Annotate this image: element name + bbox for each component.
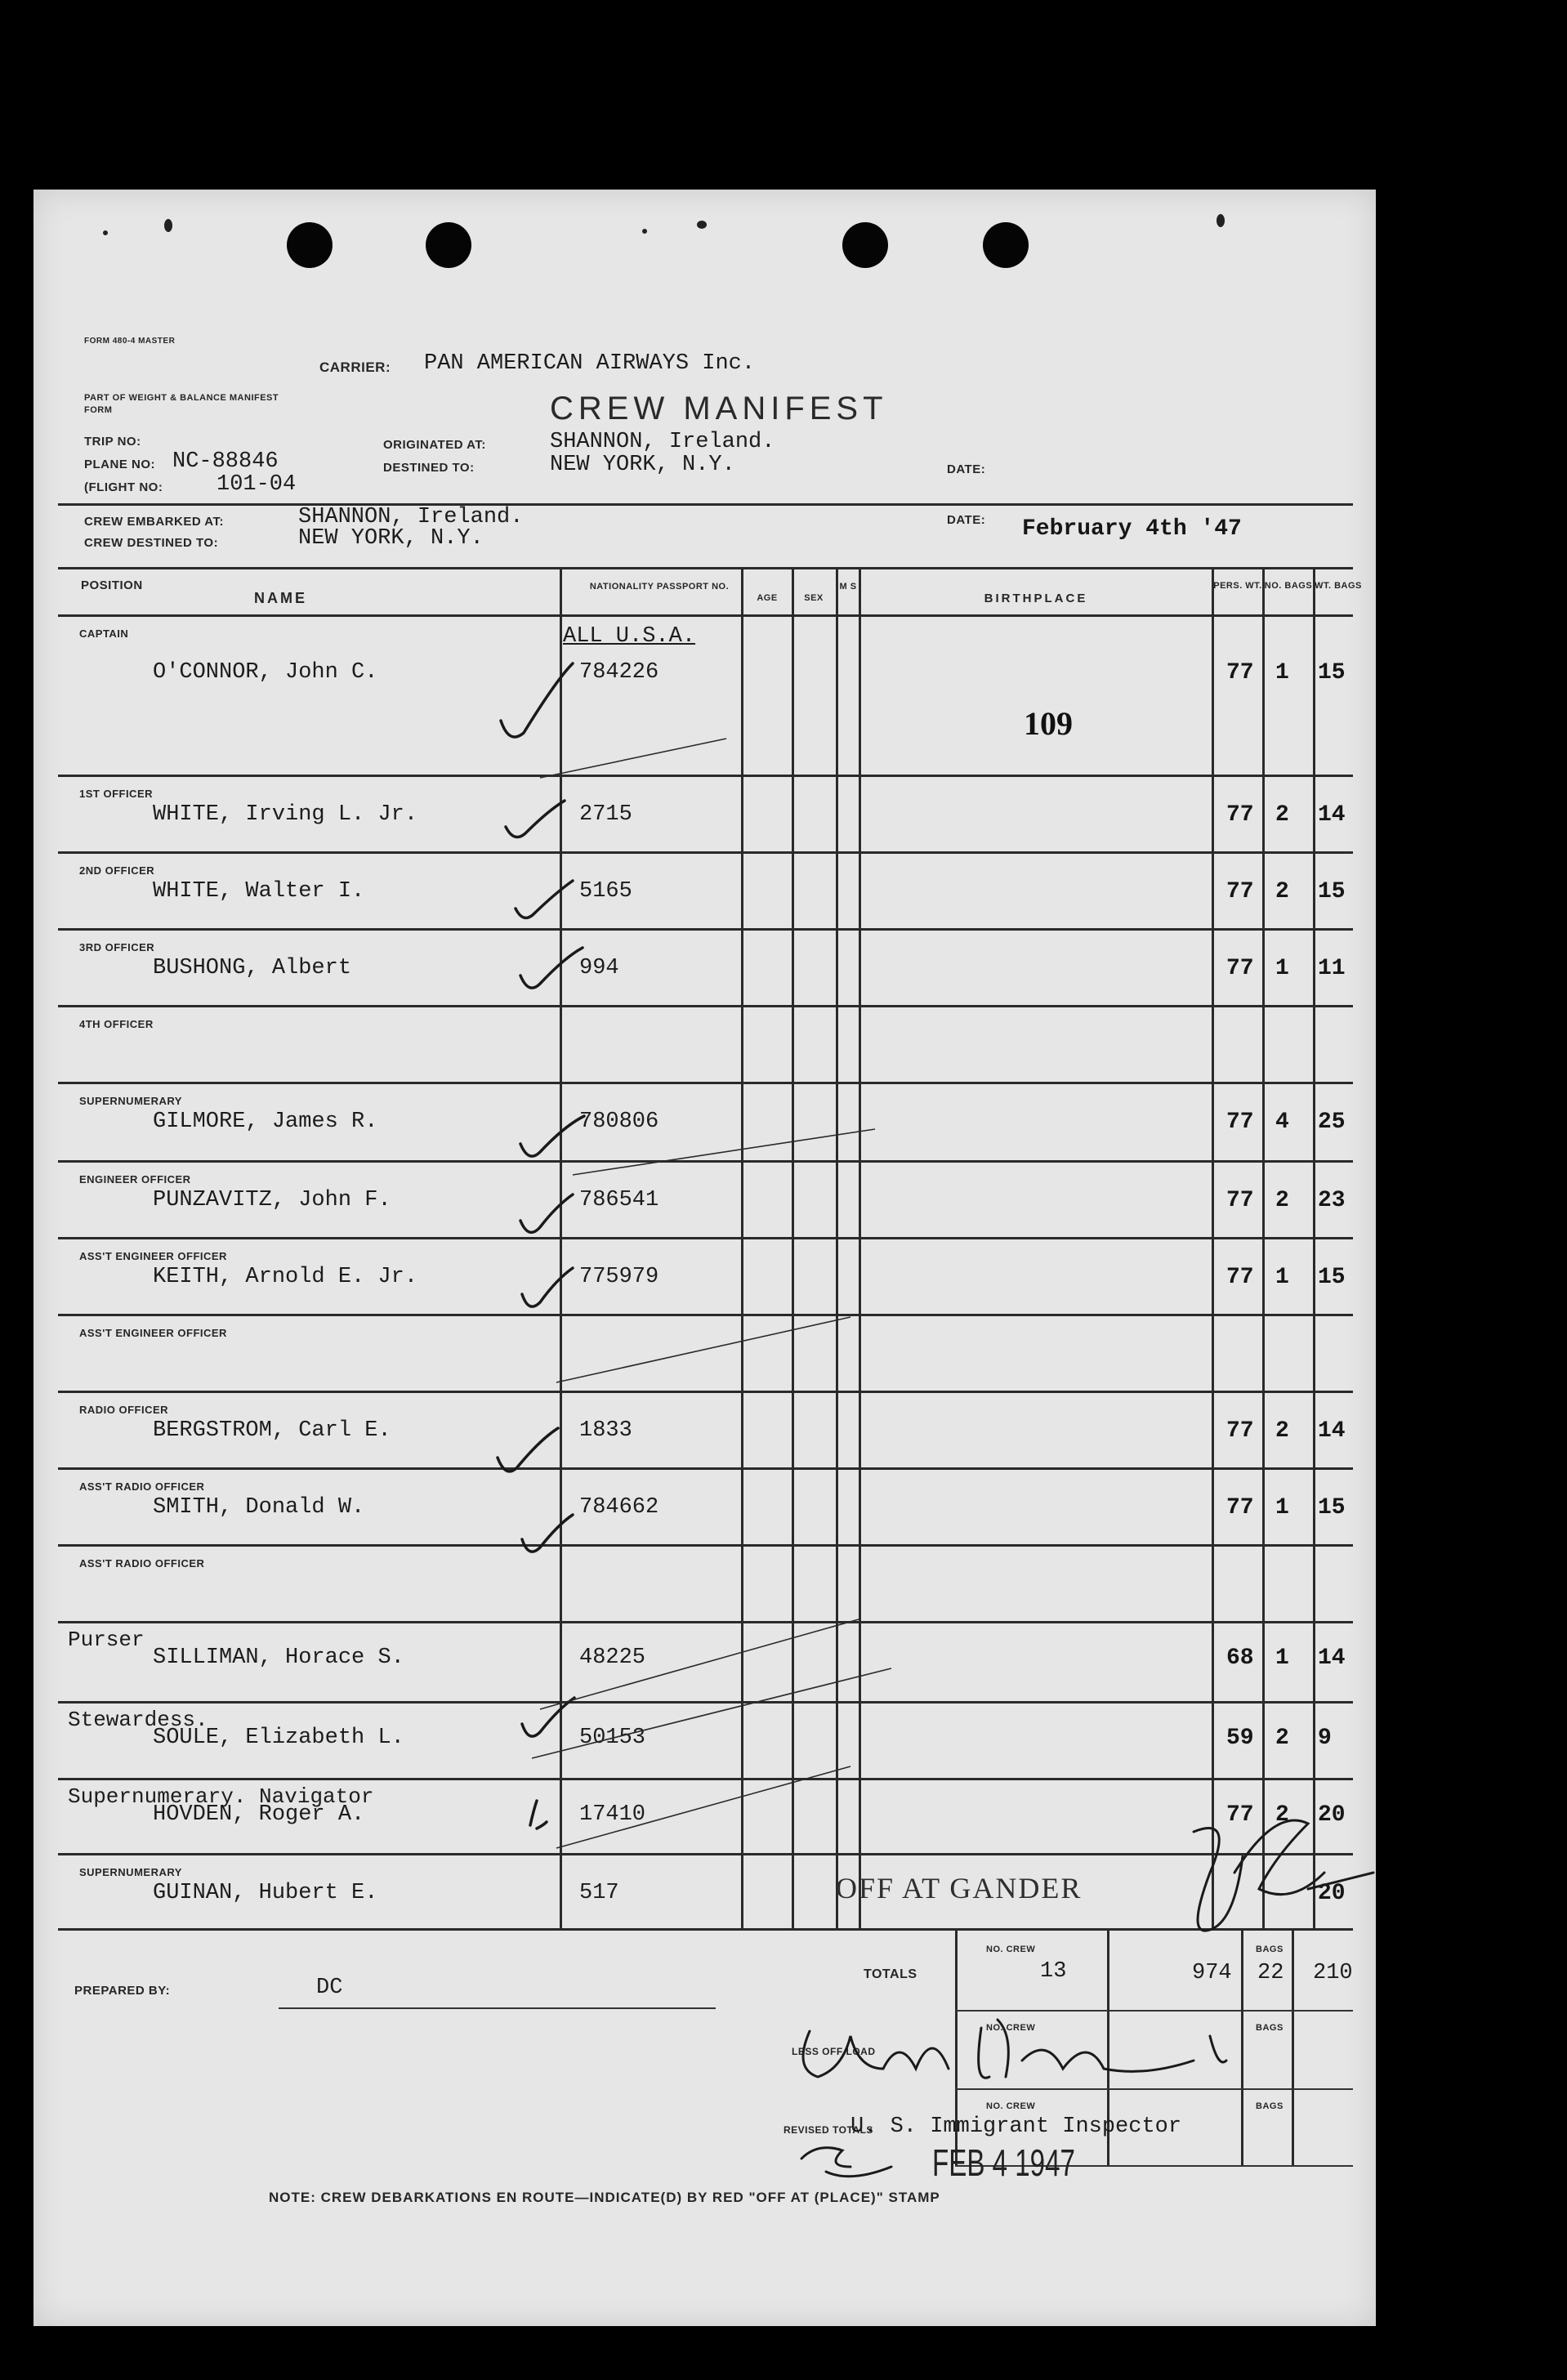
row-no-bags: 1: [1275, 1645, 1289, 1671]
table-row: [33, 1467, 1376, 1544]
row-name: O'CONNOR, John C.: [153, 660, 378, 685]
table-row: [33, 1391, 1376, 1467]
form-number: FORM 480-4 MASTER: [84, 337, 176, 346]
row-no-bags: 1: [1275, 1265, 1289, 1290]
row-position: 3RD OFFICER: [79, 941, 155, 953]
table-row: [33, 1621, 1376, 1698]
totals-bags: 22: [1257, 1961, 1284, 1985]
row-position: 4TH OFFICER: [79, 1018, 154, 1030]
row-name: PUNZAVITZ, John F.: [153, 1188, 391, 1212]
row-position: 2ND OFFICER: [79, 864, 155, 877]
row-pers-wt: 77: [1226, 1495, 1254, 1520]
speck: [697, 221, 707, 229]
row-pers-wt: 59: [1226, 1726, 1254, 1751]
row-passport: 517: [579, 1881, 619, 1905]
row-passport: 784662: [579, 1495, 659, 1520]
totals-pers-wt: 974: [1192, 1961, 1232, 1985]
note: NOTE: CREW DEBARKATIONS EN ROUTE—INDICATE(D) BY RED "OFF AT (PLACE)" STAMP: [269, 2190, 940, 2205]
row-pers-wt: 77: [1226, 802, 1254, 828]
row-name: SMITH, Donald W.: [153, 1495, 365, 1520]
table-row: [33, 1778, 1376, 1855]
row-position: Stewardess.: [68, 1708, 208, 1732]
row-passport: 5165: [579, 879, 632, 904]
header-nationality: NATIONALITY PASSPORT NO.: [589, 582, 730, 592]
plane-value: NC-88846: [172, 449, 279, 474]
row-name: SOULE, Elizabeth L.: [153, 1726, 404, 1750]
row-wt-bags: 9: [1318, 1726, 1332, 1751]
table-row: [33, 1005, 1376, 1082]
page-title: CREW MANIFEST: [550, 391, 888, 426]
row-passport: 786541: [579, 1188, 659, 1212]
table-top-rule: [58, 567, 1353, 569]
row-passport: 17410: [579, 1802, 646, 1827]
row-no-bags: 2: [1275, 1726, 1289, 1751]
row-passport: 50153: [579, 1726, 646, 1750]
destined-value: NEW YORK, N.Y.: [550, 453, 735, 477]
row-pers-wt: 77: [1226, 1265, 1254, 1290]
table-row: [33, 1082, 1376, 1159]
row-position: CAPTAIN: [79, 627, 129, 640]
embarked-value: SHANNON, Ireland.: [298, 505, 524, 529]
row-position: RADIO OFFICER: [79, 1404, 169, 1416]
row-name: GUINAN, Hubert E.: [153, 1881, 378, 1905]
row-pers-wt: 77: [1226, 1188, 1254, 1213]
row-wt-bags: 25: [1318, 1110, 1346, 1135]
row-passport: 784226: [579, 660, 659, 685]
originated-label: ORIGINATED AT:: [383, 438, 486, 452]
table-row: [33, 1701, 1376, 1778]
row-passport: 48225: [579, 1645, 646, 1670]
row-wt-bags: 23: [1318, 1188, 1346, 1213]
row-position: SUPERNUMERARY: [79, 1095, 182, 1107]
header-no-bags: NO. BAGS: [1264, 581, 1313, 591]
revised-totals-label: REVISED TOTALS: [784, 2124, 873, 2136]
totals-bag-wt: 210: [1313, 1961, 1353, 1985]
row-pers-wt: 77: [1226, 1418, 1254, 1444]
punch-hole: [842, 222, 888, 268]
embarked-label: CREW EMBARKED AT:: [84, 515, 224, 529]
row-passport: 775979: [579, 1265, 659, 1289]
table-row: [33, 1314, 1376, 1391]
trip-label: TRIP NO:: [84, 435, 141, 449]
row-name: GILMORE, James R.: [153, 1110, 378, 1134]
flight-value: 101-04: [217, 472, 297, 497]
row-name: BUSHONG, Albert: [153, 956, 352, 980]
prepared-rule: [279, 2007, 716, 2009]
row-position: 1ST OFFICER: [79, 788, 154, 800]
less-no-crew-label: NO. CREW: [986, 2023, 1036, 2033]
date-label: DATE:: [947, 462, 986, 476]
row-wt-bags: 11: [1318, 956, 1346, 981]
row-wt-bags: 15: [1318, 879, 1346, 904]
header-sex: SEX: [804, 593, 824, 603]
row-no-bags: 2: [1275, 879, 1289, 904]
header-age: AGE: [757, 593, 778, 603]
carrier-label: CARRIER:: [319, 359, 391, 375]
destined-label: DESTINED TO:: [383, 461, 475, 475]
row-position: ASS'T ENGINEER OFFICER: [79, 1327, 227, 1339]
row-position: ASS'T RADIO OFFICER: [79, 1480, 205, 1493]
totals-bags-label: BAGS: [1256, 1945, 1284, 1954]
row-no-bags: 2: [1275, 1802, 1289, 1828]
table-row: [33, 1160, 1376, 1237]
speck: [642, 229, 647, 234]
page-number: 109: [1024, 705, 1073, 742]
row-name: BERGSTROM, Carl E.: [153, 1418, 391, 1443]
totals-rule: [955, 2010, 1353, 2012]
originated-value: SHANNON, Ireland.: [550, 430, 775, 454]
row-passport: 994: [579, 956, 619, 980]
table-row: [33, 1853, 1376, 1930]
less-off-load-label: LESS OFF LOAD: [792, 2046, 876, 2057]
row-wt-bags: 20: [1318, 1802, 1346, 1828]
date2-label: DATE:: [947, 513, 986, 527]
less-bags-label: BAGS: [1256, 2023, 1284, 2033]
row-no-bags: 2: [1275, 802, 1289, 828]
row-name: SILLIMAN, Horace S.: [153, 1645, 404, 1670]
totals-rule: [955, 2088, 1353, 2090]
nationality-all-usa: ALL U.S.A.: [563, 624, 696, 649]
row-position: ENGINEER OFFICER: [79, 1173, 191, 1186]
plane-label: PLANE NO:: [84, 458, 155, 471]
header-wt-bags: WT. BAGS: [1315, 581, 1362, 591]
row-pers-wt: 77: [1226, 660, 1254, 685]
prepared-label: PREPARED BY:: [74, 1984, 171, 1998]
totals-rule: [1292, 1928, 1294, 2165]
part-of-label: PART OF WEIGHT & BALANCE MANIFEST FORM: [84, 393, 279, 415]
row-no-bags: 1: [1275, 956, 1289, 981]
revised-bags-label: BAGS: [1256, 2101, 1284, 2111]
table-row: [33, 1544, 1376, 1621]
totals-no-crew: 13: [1040, 1959, 1067, 1984]
revised-no-crew-label: NO. CREW: [986, 2101, 1036, 2111]
row-position: SUPERNUMERARY: [79, 1866, 182, 1878]
header-pers-wt: PERS. WT.: [1213, 581, 1262, 591]
row-name: WHITE, Walter I.: [153, 879, 365, 904]
punch-hole: [426, 222, 471, 268]
speck: [1217, 214, 1225, 227]
row-pers-wt: 77: [1226, 956, 1254, 981]
row-wt-bags: 14: [1318, 802, 1346, 828]
row-name: KEITH, Arnold E. Jr.: [153, 1265, 418, 1289]
row-no-bags: 2: [1275, 1418, 1289, 1444]
totals-label: TOTALS: [864, 1967, 917, 1981]
row-wt-bags: 20: [1318, 1881, 1346, 1906]
row-passport: 1833: [579, 1418, 632, 1443]
punch-hole: [983, 222, 1029, 268]
crew-destined-label: CREW DESTINED TO:: [84, 536, 219, 550]
header-birthplace: BIRTHPLACE: [984, 592, 1088, 605]
header-ms: M S: [839, 582, 857, 592]
row-no-bags: 2: [1275, 1188, 1289, 1213]
date-value: February 4th '47: [1022, 516, 1242, 542]
off-at-gander-stamp: OFF AT GANDER: [836, 1872, 1083, 1904]
crew-destined-value: NEW YORK, N.Y.: [298, 526, 484, 551]
row-position: Purser: [68, 1628, 145, 1652]
row-wt-bags: 15: [1318, 1265, 1346, 1290]
row-no-bags: 4: [1275, 1110, 1289, 1135]
row-no-bags: 1: [1275, 660, 1289, 685]
row-pers-wt: 68: [1226, 1645, 1254, 1671]
table-row: [33, 775, 1376, 851]
table-row: [33, 928, 1376, 1005]
table-row: [33, 851, 1376, 928]
row-wt-bags: 15: [1318, 660, 1346, 685]
row-wt-bags: 14: [1318, 1645, 1346, 1671]
row-wt-bags: 14: [1318, 1418, 1346, 1444]
speck: [103, 230, 108, 235]
speck: [164, 219, 172, 232]
rule: [58, 503, 1353, 506]
header-position: POSITION: [81, 578, 143, 592]
date-stamp: FEB 4 1947: [932, 2141, 1075, 2184]
flight-label: (FLIGHT NO:: [84, 480, 163, 494]
carrier-value: PAN AMERICAN AIRWAYS Inc.: [424, 351, 756, 376]
table-row: [33, 1237, 1376, 1314]
table-row: [33, 614, 1376, 775]
totals-rule: [1241, 1928, 1243, 2165]
row-no-bags: 1: [1275, 1495, 1289, 1520]
header-name: NAME: [254, 590, 307, 606]
manifest-sheet: [33, 190, 1376, 2326]
row-name: HOVDEN, Roger A.: [153, 1802, 365, 1827]
row-position: ASS'T ENGINEER OFFICER: [79, 1250, 227, 1262]
row-position: Supernumerary. Navigator: [68, 1784, 374, 1809]
row-pers-wt: 77: [1226, 1802, 1254, 1828]
immigrant-inspector: U. S. Immigrant Inspector: [850, 2114, 1182, 2139]
row-position: ASS'T RADIO OFFICER: [79, 1557, 205, 1570]
row-pers-wt: 77: [1226, 1110, 1254, 1135]
prepared-value: DC: [316, 1976, 343, 2000]
row-name: WHITE, Irving L. Jr.: [153, 802, 418, 827]
row-wt-bags: 15: [1318, 1495, 1346, 1520]
row-passport: 780806: [579, 1110, 659, 1134]
row-pers-wt: 77: [1226, 879, 1254, 904]
punch-hole: [287, 222, 333, 268]
row-passport: 2715: [579, 802, 632, 827]
totals-no-crew-label: NO. CREW: [986, 1945, 1036, 1954]
